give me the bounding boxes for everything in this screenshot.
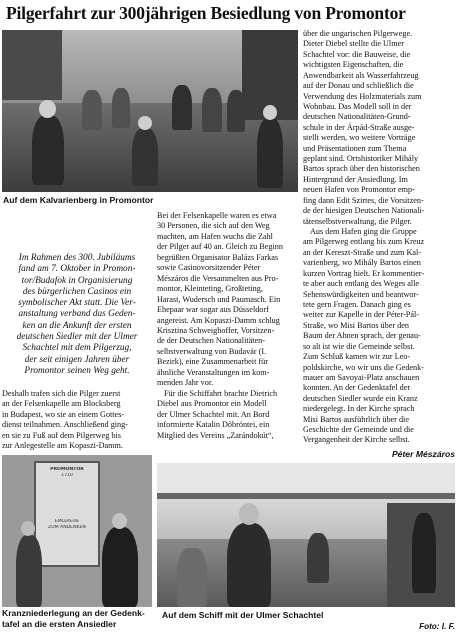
lead-line: ken an die Ankunft der ersten xyxy=(22,320,132,331)
text-line: schule in der Árpád-Straße ausge- xyxy=(303,122,415,132)
text-line: fing dann Edit Szirtes, die Vorsitzen- xyxy=(303,195,424,205)
caption-line: tafel an die ersten Ansiedler xyxy=(2,618,117,629)
text-line: zur Anlegestelle am Kopaszi-Damm. xyxy=(2,441,123,451)
caption-kalvarienberg: Auf dem Kalvarienberg in Promontor xyxy=(3,195,154,205)
text-line: über die ungarischen Pilgerwege. xyxy=(303,29,413,38)
text-line: dienst teilnahmen. Anschließend ging- xyxy=(2,420,128,430)
text-line: ähnliche Veranstaltungen im kom- xyxy=(157,367,270,377)
text-line: deutschen Nationalitäten-Grund- xyxy=(303,112,411,122)
text-line: sowie Casinovorsitzender Péter xyxy=(157,263,261,273)
caption-plaque xyxy=(2,608,158,629)
photo-credit: Foto: I. F. xyxy=(419,622,455,631)
text-line: Mészáros die Versammelten aus Pro- xyxy=(157,273,279,283)
text-line: Dieter Diebel stellte die Ulmer xyxy=(303,39,404,49)
text-line: menden Jahr vor. xyxy=(157,378,214,388)
lead-line: tor/Budafok in Organisierung xyxy=(21,275,133,286)
plaque-line: PROMONTOR xyxy=(50,467,84,472)
text-line: Ehepaar war sogar aus Düsseldorf xyxy=(157,305,269,315)
text-line: so alt ist wie die Gemeinde selbst. xyxy=(303,341,415,351)
text-line: Diebel aus Promontor ein Modell xyxy=(157,399,267,409)
text-line: der Ulmer Schachtel mit. An Bord xyxy=(157,409,270,419)
photo-plaque xyxy=(2,455,152,607)
text-line: poldskirche, wo wir uns die Gedenk- xyxy=(303,362,424,372)
text-line: varienberg, wo Mihály Bartos einen xyxy=(303,258,421,268)
text-line: Vergangenheit der Kirche selbst. xyxy=(303,435,410,445)
text-line: Krisztina Schweighoffer, Vorsitzen- xyxy=(157,325,275,335)
text-line: Mitglied des Vereins „Zarándokút“, xyxy=(157,430,274,440)
text-line: weiter zur Kapelle in der Péter-Pál- xyxy=(303,310,419,320)
lead-line: des bürgerlichen Casinos ein xyxy=(22,286,132,297)
text-line: Sehenswürdigkeiten und beantwor- xyxy=(303,289,419,299)
text-line: de der Deutschen Nationalitäten- xyxy=(157,336,265,346)
text-line: Schachtel vor: die Bauweise, die xyxy=(303,49,411,59)
text-line: neuen Hafen von Promontor emp- xyxy=(303,185,415,195)
photo-kalvarienberg xyxy=(2,30,298,192)
memorial-plaque xyxy=(34,461,100,567)
plaque-line: 1710 xyxy=(61,473,73,478)
text-line: niedergelegt. In der Kirche sprach xyxy=(303,404,415,414)
lead-line: der seit einigen Jahren über xyxy=(24,354,130,365)
text-line: und Präsentationen zum Thema xyxy=(303,143,407,153)
text-line: Harast, Wudersch und Paumasch. Ein xyxy=(157,294,281,304)
lead-line: Im Rahmen des 300. Jubiläums xyxy=(18,253,136,263)
text-line: Zum Schluß kamen wir zur Leo- xyxy=(303,352,411,362)
text-line: Wohnbau. Das Modell soll in der xyxy=(303,101,412,111)
text-line: te aber auch entlang des Weges alle xyxy=(303,279,420,289)
text-line: stellt werden, wo weitere Vorträge xyxy=(303,133,416,143)
text-line: Bei der Felsenkapelle waren es etwa xyxy=(157,211,277,220)
text-line: 30 Personen, die sich auf den Weg xyxy=(157,221,270,231)
text-line: Für die Schiffahrt brachte Dietrich xyxy=(164,388,278,398)
text-line: konnten. An der Gedenktafel der xyxy=(303,383,411,393)
text-line: Anwendbarkeit als Wasserfahrzeug xyxy=(303,70,419,80)
headline: Pilgerfahrt zur 300jährigen Besiedlung von Promontor xyxy=(6,3,406,23)
text-line: wichtigsten Eigenschaften, die xyxy=(303,60,404,70)
byline: Péter Mészáros xyxy=(391,449,455,459)
text-line: begrüßten Organisator Balázs Farkas xyxy=(157,252,279,262)
text-line: in Budapest, wo sie an einem Gottes- xyxy=(2,409,125,419)
text-line: Aus dem Hafen ging die Gruppe xyxy=(310,227,417,237)
text-line: angereist. Am Kopaszi-Damm schlug xyxy=(157,315,280,325)
text-line: Geschichte der Gemeinde und die xyxy=(303,425,414,435)
text-line: der Pilger auf 40 an. Gleich zu Beginn xyxy=(157,242,283,252)
lead-line: symbolischer Akt statt. Die Ver- xyxy=(18,298,136,309)
plaque-line: ZUM ANDENKEN xyxy=(48,525,86,530)
text-line: Baum der Ahnen sprach, der genau- xyxy=(303,331,421,341)
text-line: selbstverwaltung von Budavár (I. xyxy=(157,346,267,356)
text-line: tätenselbstverwaltung, die Pilger. xyxy=(303,216,412,226)
text-line: Deshalb trafen sich die Pilger zuerst xyxy=(2,389,121,398)
plaque-line: EMLEKERE xyxy=(54,519,80,524)
text-line: kurzen Vortrag hielt. Er kommentier- xyxy=(303,268,425,278)
text-line: am Pilgerweg entlang bis zum Kreuz xyxy=(303,237,425,247)
text-line: an der Kereszt-Straße und zum Kal- xyxy=(303,247,421,257)
caption-line: Kranzniederlegung an der Gedenk- xyxy=(2,608,145,618)
text-line: mauer am Savoyai-Platz anschauen xyxy=(303,372,420,382)
text-line: geplant sind. Ortshistoriker Mihály xyxy=(303,154,419,164)
lead-line: fand am 7. Oktober in Promon- xyxy=(18,264,136,275)
lead-text xyxy=(2,253,152,377)
text-line: auf der Donau und schließlich die xyxy=(303,81,414,91)
column-3-body xyxy=(303,29,455,446)
lead-line: anstaltung verband das Geden- xyxy=(18,309,136,320)
text-line: Verwendung des Holzmaterials zum xyxy=(303,91,422,101)
text-line: Misi Bartos ausführlich über die xyxy=(303,414,409,424)
text-line: Hintergrund der Ansiedlung. Im xyxy=(303,174,408,184)
text-line: Bezirk), eine Zusammenarbeit für xyxy=(157,357,268,367)
text-line: deutschen Siedler wurde ein Kranz xyxy=(303,393,418,403)
caption-ship: Auf dem Schiff mit der Ulmer Schachtel xyxy=(162,610,324,620)
text-line: an der Felsenkapelle am Blocksberg xyxy=(2,399,121,409)
lead-line: Promontor seinen Weg geht. xyxy=(24,365,130,376)
lead-line: Schachtel mit dem Pilgerzug, xyxy=(22,343,132,354)
text-line: tete gern Fragen. Danach ging es xyxy=(303,299,411,309)
text-line: Straße, wo Misi Bartos über den xyxy=(303,320,409,330)
text-line: en sie zu Fuß auf dem Pilgerweg bis xyxy=(2,430,121,440)
text-line: Bartos sprach über den historischen xyxy=(303,164,420,174)
column-1-body xyxy=(2,389,152,452)
photo-ship xyxy=(157,463,455,607)
text-line: de der hiesigen Deutschen Nationali- xyxy=(303,206,425,216)
lead-line: deutschen Siedler mit der Ulmer xyxy=(16,332,138,343)
text-line: machten, am Hafen wuchs die Zahl xyxy=(157,231,273,241)
text-line: informierte Katalin Döbröntei, ein xyxy=(157,420,270,430)
text-line: montor, Kleinteting, Großteting, xyxy=(157,284,263,294)
column-2-body xyxy=(157,211,298,441)
